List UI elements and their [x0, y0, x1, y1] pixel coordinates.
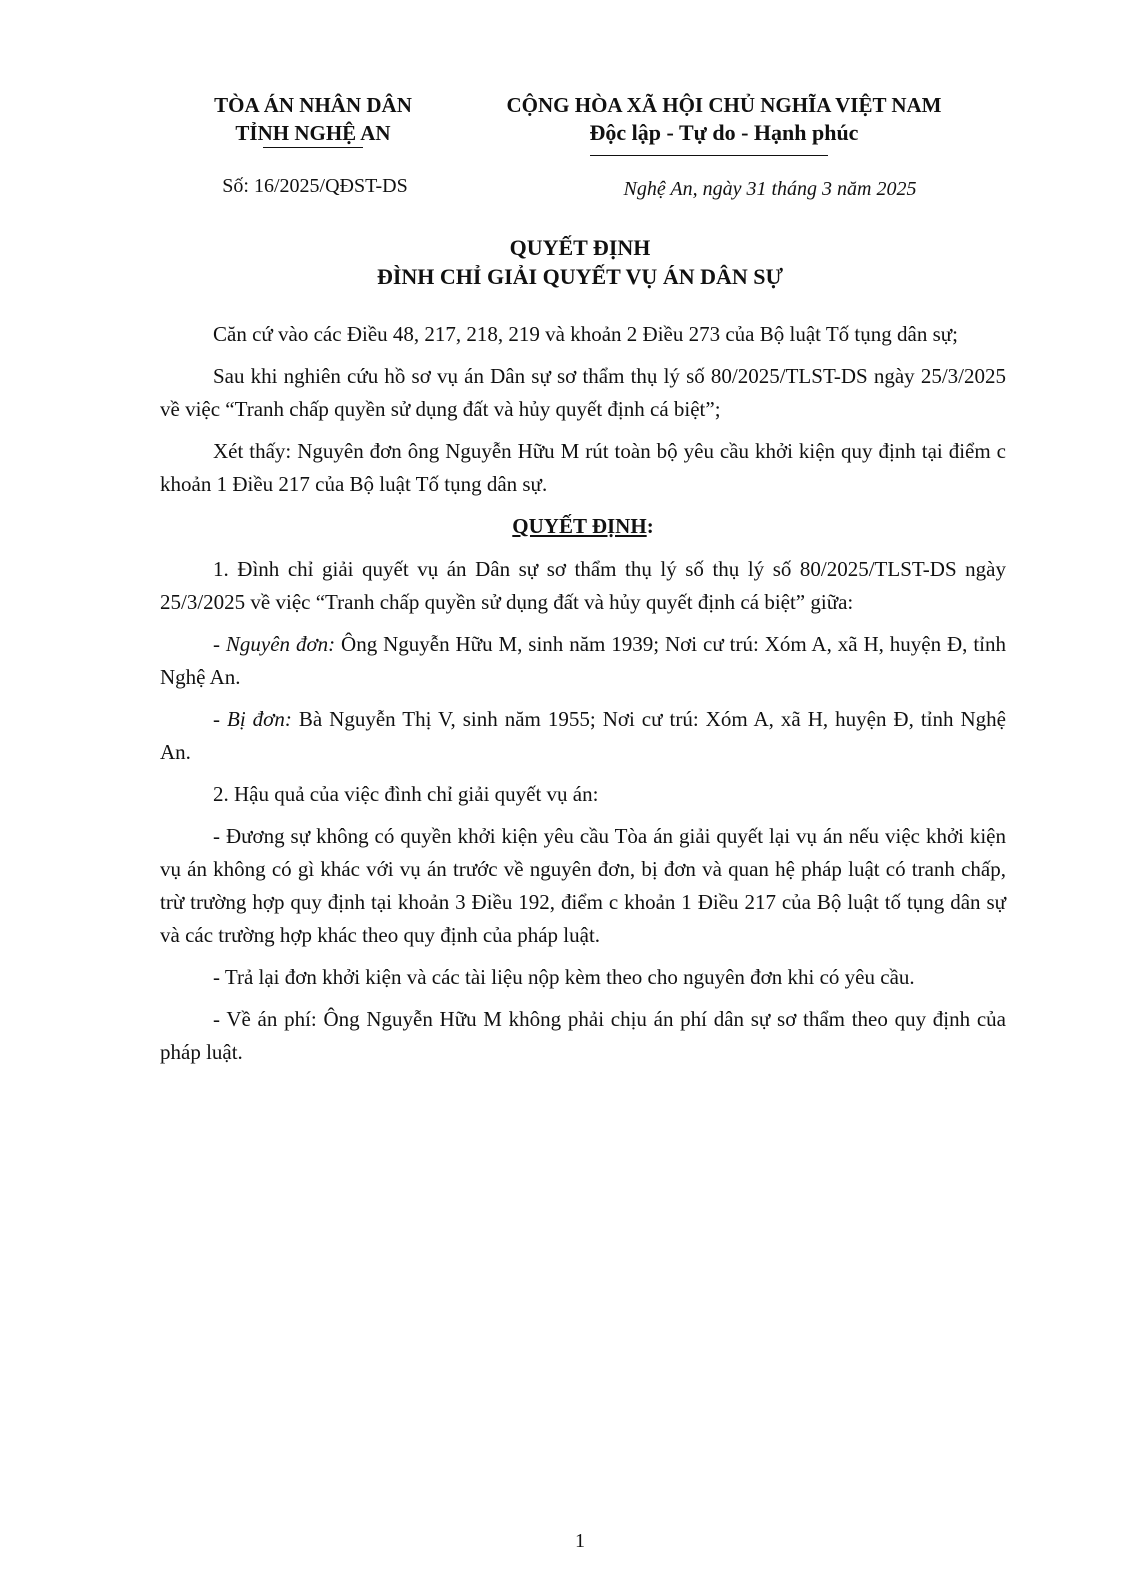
- court-name-line2: TỈNH NGHỆ AN: [235, 121, 391, 145]
- consequence-paragraph-3: - Về án phí: Ông Nguyễn Hữu M không phải chịu án phí dân sự sơ thẩm theo quy định của pháp luật.: [160, 1007, 1006, 1064]
- plaintiff-paragraph: [160, 628, 1006, 694]
- decision-heading-colon: :: [646, 514, 654, 538]
- nation-name: CỘNG HÒA XÃ HỘI CHỦ NGHĨA VIỆT NAM: [506, 93, 942, 117]
- decision-heading-text: QUYẾT ĐỊNH: [512, 514, 647, 538]
- title-line2: ĐÌNH CHỈ GIẢI QUYẾT VỤ ÁN DÂN SỰ: [376, 264, 784, 289]
- document-number: Số: 16/2025/QĐST-DS: [222, 175, 408, 197]
- legal-basis-paragraph: Căn cứ vào các Điều 48, 217, 218, 219 và khoản 2 Điều 273 của Bộ luật Tố tụng dân sự;: [213, 322, 958, 346]
- consequence-paragraph-2: - Trả lại đơn khởi kiện và các tài liệu nộp kèm theo cho nguyên đơn khi có yêu cầu.: [213, 965, 915, 989]
- court-name-block: [163, 91, 463, 147]
- case-review-paragraph: Sau khi nghiên cứu hồ sơ vụ án Dân sự sơ thẩm thụ lý số 80/2025/TLST-DS ngày 25/3/2025 về việc “Tranh chấp quyền sử dụng đất và hủy quyết định cá biệt”;: [160, 364, 1006, 421]
- defendant-paragraph: [160, 703, 1006, 769]
- consequence-paragraph-1: - Đương sự không có quyền khởi kiện yêu cầu Tòa án giải quyết lại vụ án nếu việc khởi kiện vụ án không có gì khác với vụ án trước về nguyên đơn, bị đơn và quan hệ pháp luật có tranh chấp, trừ trường hợp quy định tại khoản 3 Điều 192, điểm c khoản 1 Điều 217 của Bộ luật tố tụng dân sự và các trường hợp khác theo quy định của pháp luật.: [160, 824, 1006, 947]
- defendant-details: Bà Nguyễn Thị V, sinh năm 1955; Nơi cư trú: Xóm A, xã H, huyện Đ, tỉnh Nghệ An.: [160, 707, 1006, 764]
- court-name-line1: TÒA ÁN NHÂN DÂN: [214, 93, 412, 117]
- decision-heading: [160, 510, 1006, 543]
- national-motto: Độc lập - Tự do - Hạnh phúc: [589, 120, 859, 145]
- place-and-date: Nghệ An, ngày 31 tháng 3 năm 2025: [623, 178, 917, 200]
- decision-item-1: 1. Đình chỉ giải quyết vụ án Dân sự sơ thẩm thụ lý số thụ lý số 80/2025/TLST-DS ngày 25/3/2025 về việc “Tranh chấp quyền sử dụng đất và hủy quyết định cá biệt” giữa:: [160, 557, 1006, 614]
- decision-item-2: 2. Hậu quả của việc đình chỉ giải quyết vụ án:: [213, 782, 599, 806]
- finding-paragraph: Xét thấy: Nguyên đơn ông Nguyễn Hữu M rút toàn bộ yêu cầu khởi kiện quy định tại điểm c khoản 1 Điều 217 của Bộ luật Tố tụng dân sự.: [160, 439, 1006, 496]
- court-underline: [263, 147, 363, 148]
- national-header-block: [464, 91, 984, 147]
- motto-underline: [590, 155, 828, 156]
- document-title: [150, 233, 1010, 291]
- title-line1: QUYẾT ĐỊNH: [509, 235, 651, 260]
- plaintiff-details: Ông Nguyễn Hữu M, sinh năm 1939; Nơi cư trú: Xóm A, xã H, huyện Đ, tỉnh Nghệ An.: [160, 632, 1006, 689]
- document-body: [160, 318, 1006, 1078]
- defendant-label: - Bị đơn:: [213, 707, 292, 731]
- page-number: 1: [575, 1530, 585, 1552]
- plaintiff-label: - Nguyên đơn:: [213, 632, 336, 656]
